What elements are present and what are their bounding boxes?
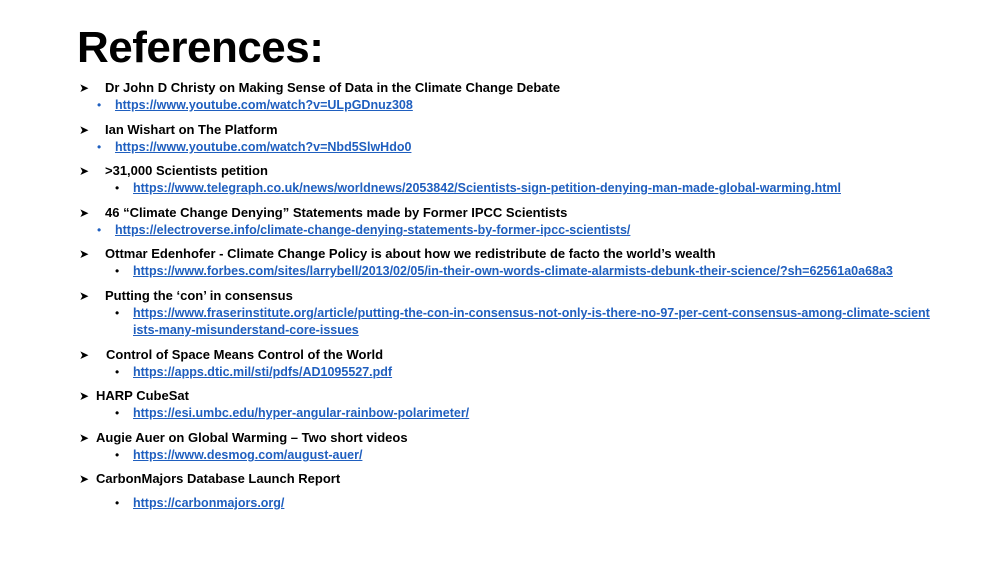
reference-heading: >31,000 Scientists petition: [105, 163, 268, 178]
arrow-bullet-icon: ➤: [79, 348, 90, 362]
reference-link[interactable]: https://apps.dtic.mil/sti/pdfs/AD1095527.pdf: [133, 365, 393, 379]
arrow-bullet-icon: ➤: [79, 206, 90, 220]
reference-heading: Augie Auer on Global Warming – Two short videos: [96, 430, 408, 445]
slide-title: References:: [77, 23, 324, 72]
reference-heading: Ottmar Edenhofer - Climate Change Policy is about how we redistribute de facto the world’s wealth: [105, 246, 716, 261]
reference-link[interactable]: https://www.youtube.com/watch?v=ULpGDnuz308: [115, 98, 413, 112]
bullet-dot-icon: •: [97, 140, 102, 154]
arrow-bullet-icon: ➤: [79, 431, 90, 445]
arrow-bullet-icon: ➤: [79, 164, 90, 178]
reference-heading: 46 “Climate Change Denying” Statements made by Former IPCC Scientists: [105, 205, 568, 220]
arrow-bullet-icon: ➤: [79, 247, 90, 261]
reference-link[interactable]: https://www.telegraph.co.uk/news/worldnews/2053842/Scientists-sign-petition-denying-man-made-global-warming.html: [133, 181, 841, 195]
bullet-dot-icon: •: [115, 406, 120, 420]
reference-heading: Control of Space Means Control of the World: [106, 347, 384, 362]
bullet-dot-icon: •: [115, 496, 120, 510]
bullet-dot-icon: •: [115, 448, 120, 462]
reference-link[interactable]: https://www.fraserinstitute.org/article/putting-the-con-in-consensus-not-only-is-there-no-97-per-cent-consensus-among-climate-scientists-many-misunderstand-core-issues: [133, 306, 930, 337]
reference-link[interactable]: https://www.desmog.com/august-auer/: [133, 448, 363, 462]
reference-heading: Dr John D Christy on Making Sense of Data in the Climate Change Debate: [105, 80, 561, 95]
reference-link[interactable]: https://www.forbes.com/sites/larrybell/2013/02/05/in-their-own-words-climate-alarmists-debunk-their-science/?sh=62561a0a68a3: [133, 264, 893, 278]
reference-heading: HARP CubeSat: [96, 388, 189, 403]
reference-heading: Putting the ‘con’ in consensus: [105, 288, 293, 303]
reference-link[interactable]: https://electroverse.info/climate-change-denying-statements-by-former-ipcc-scientists/: [115, 223, 631, 237]
reference-link[interactable]: https://www.youtube.com/watch?v=Nbd5SlwHdo0: [115, 140, 412, 154]
bullet-dot-icon: •: [97, 98, 102, 112]
reference-link[interactable]: https://esi.umbc.edu/hyper-angular-rainbow-polarimeter/: [133, 406, 470, 420]
arrow-bullet-icon: ➤: [79, 123, 90, 137]
arrow-bullet-icon: ➤: [79, 389, 90, 403]
reference-heading: CarbonMajors Database Launch Report: [96, 471, 341, 486]
reference-heading: Ian Wishart on The Platform: [105, 122, 278, 137]
bullet-dot-icon: •: [115, 365, 120, 379]
bullet-dot-icon: •: [115, 264, 120, 278]
reference-link[interactable]: https://carbonmajors.org/: [133, 496, 285, 510]
arrow-bullet-icon: ➤: [79, 81, 90, 95]
arrow-bullet-icon: ➤: [79, 472, 90, 486]
bullet-dot-icon: •: [115, 306, 120, 320]
bullet-dot-icon: •: [115, 181, 120, 195]
bullet-dot-icon: •: [97, 223, 102, 237]
arrow-bullet-icon: ➤: [79, 289, 90, 303]
